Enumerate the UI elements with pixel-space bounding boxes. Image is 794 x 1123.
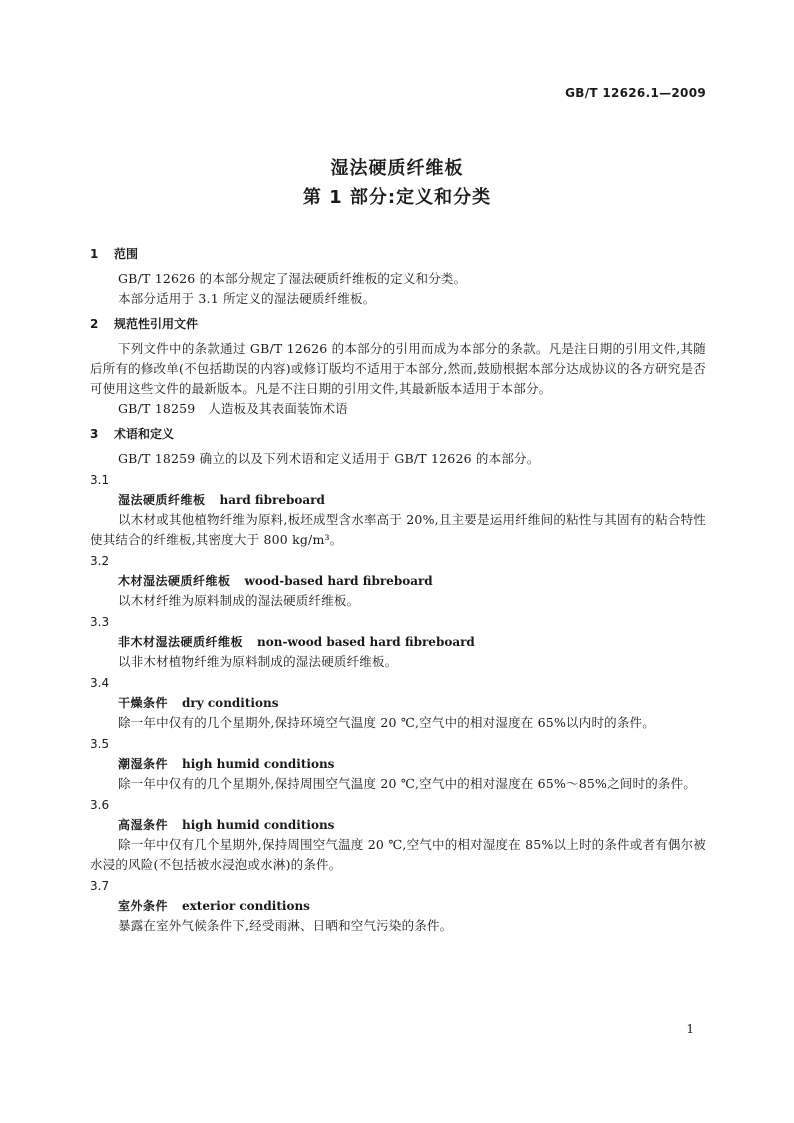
section-heading-normative-references: [90, 316, 706, 332]
term-number: 3.6: [90, 798, 110, 812]
term-heading: [90, 896, 706, 916]
term-english: dry conditions: [182, 696, 279, 710]
term-entry: [90, 673, 706, 733]
term-entry: [90, 795, 706, 875]
term-number: 3.4: [90, 676, 110, 690]
term-heading: [90, 490, 706, 510]
document-title: 湿法硬质纤维板: [330, 158, 464, 179]
standard-code: GB/T 12626.1—2009: [565, 86, 706, 100]
term-chinese: 木材湿法硬质纤维板: [118, 574, 231, 588]
reference-item: GB/T 18259 人造板及其表面装饰术语: [118, 401, 348, 416]
term-definition: 除一年中仅有的几个星期外,保持环境空气温度 20 ℃,空气中的相对湿度在 65%以内时的条件。: [118, 715, 655, 730]
section-number: 1: [90, 247, 99, 261]
term-definition: 以木材或其他植物纤维为原料,板坯成型含水率高于 20%,且主要是运用纤维间的粘性与其固有的粘合特性使其结合的纤维板,其密度大于 800 kg/m³。: [90, 512, 706, 547]
document-body: [90, 246, 706, 936]
paragraph: 下列文件中的条款通过 GB/T 12626 的本部分的引用而成为本部分的条款。凡是注日期的引用文件,其随后所有的修改单(不包括勘误的内容)或修订版均不适用于本部分,然而,鼓励根据本部分达成协议的各方研究是否可使用这些文件的最新版本。凡是不注日期的引用文件,其最新版本适用于本部分。: [90, 341, 706, 396]
paragraph: 本部分适用于 3.1 所定义的湿法硬质纤维板。: [118, 291, 376, 306]
term-chinese: 潮湿条件: [118, 757, 169, 771]
term-chinese: 高湿条件: [118, 818, 169, 832]
section-number: 3: [90, 427, 99, 441]
term-definition: 除一年中仅有的几个星期外,保持周围空气温度 20 ℃,空气中的相对湿度在 65%～85%之间时的条件。: [118, 776, 697, 791]
term-entry: [90, 551, 706, 611]
term-chinese: 湿法硬质纤维板: [118, 493, 206, 507]
term-definition: 暴露在室外气候条件下,经受雨淋、日晒和空气污染的条件。: [118, 918, 453, 933]
term-number: 3.1: [90, 473, 110, 487]
term-english: high humid conditions: [182, 818, 335, 832]
term-definition: 除一年中仅有几个星期外,保持周围空气温度 20 ℃,空气中的相对湿度在 85%以上时的条件或者有偶尔被水浸的风险(不包括被水浸泡或水淋)的条件。: [90, 837, 706, 872]
term-heading: [90, 815, 706, 835]
term-definition: 以非木材植物纤维为原料制成的湿法硬质纤维板。: [118, 654, 398, 669]
term-heading: [90, 571, 706, 591]
section-heading-scope: [90, 246, 706, 262]
section-title: 规范性引用文件: [114, 317, 199, 331]
term-english: wood-based hard fibreboard: [244, 574, 433, 588]
term-entry: [90, 612, 706, 672]
term-definition: 以木材纤维为原料制成的湿法硬质纤维板。: [118, 593, 360, 608]
term-english: non-wood based hard fibreboard: [257, 635, 475, 649]
term-chinese: 室外条件: [118, 899, 169, 913]
term-number: 3.7: [90, 879, 110, 893]
term-heading: [90, 632, 706, 652]
term-heading: [90, 693, 706, 713]
term-chinese: 干燥条件: [118, 696, 169, 710]
term-entry: [90, 876, 706, 936]
term-number: 3.5: [90, 737, 110, 751]
section-number: 2: [90, 317, 99, 331]
section-heading-terms-definitions: [90, 426, 706, 442]
paragraph: GB/T 12626 的本部分规定了湿法硬质纤维板的定义和分类。: [118, 271, 467, 286]
term-heading: [90, 754, 706, 774]
term-entry: [90, 470, 706, 550]
section-title: 术语和定义: [114, 427, 175, 441]
section-title: 范围: [114, 247, 139, 261]
term-chinese: 非木材湿法硬质纤维板: [118, 635, 244, 649]
term-number: 3.3: [90, 615, 110, 629]
term-entry: [90, 734, 706, 794]
term-english: high humid conditions: [182, 757, 335, 771]
page-number: 1: [686, 1022, 694, 1036]
term-english: exterior conditions: [182, 899, 310, 913]
term-english: hard fibreboard: [219, 493, 325, 507]
term-number: 3.2: [90, 554, 110, 568]
paragraph: GB/T 18259 确立的以及下列术语和定义适用于 GB/T 12626 的本部分。: [118, 451, 540, 466]
document-subtitle: 第 1 部分:定义和分类: [302, 187, 492, 208]
